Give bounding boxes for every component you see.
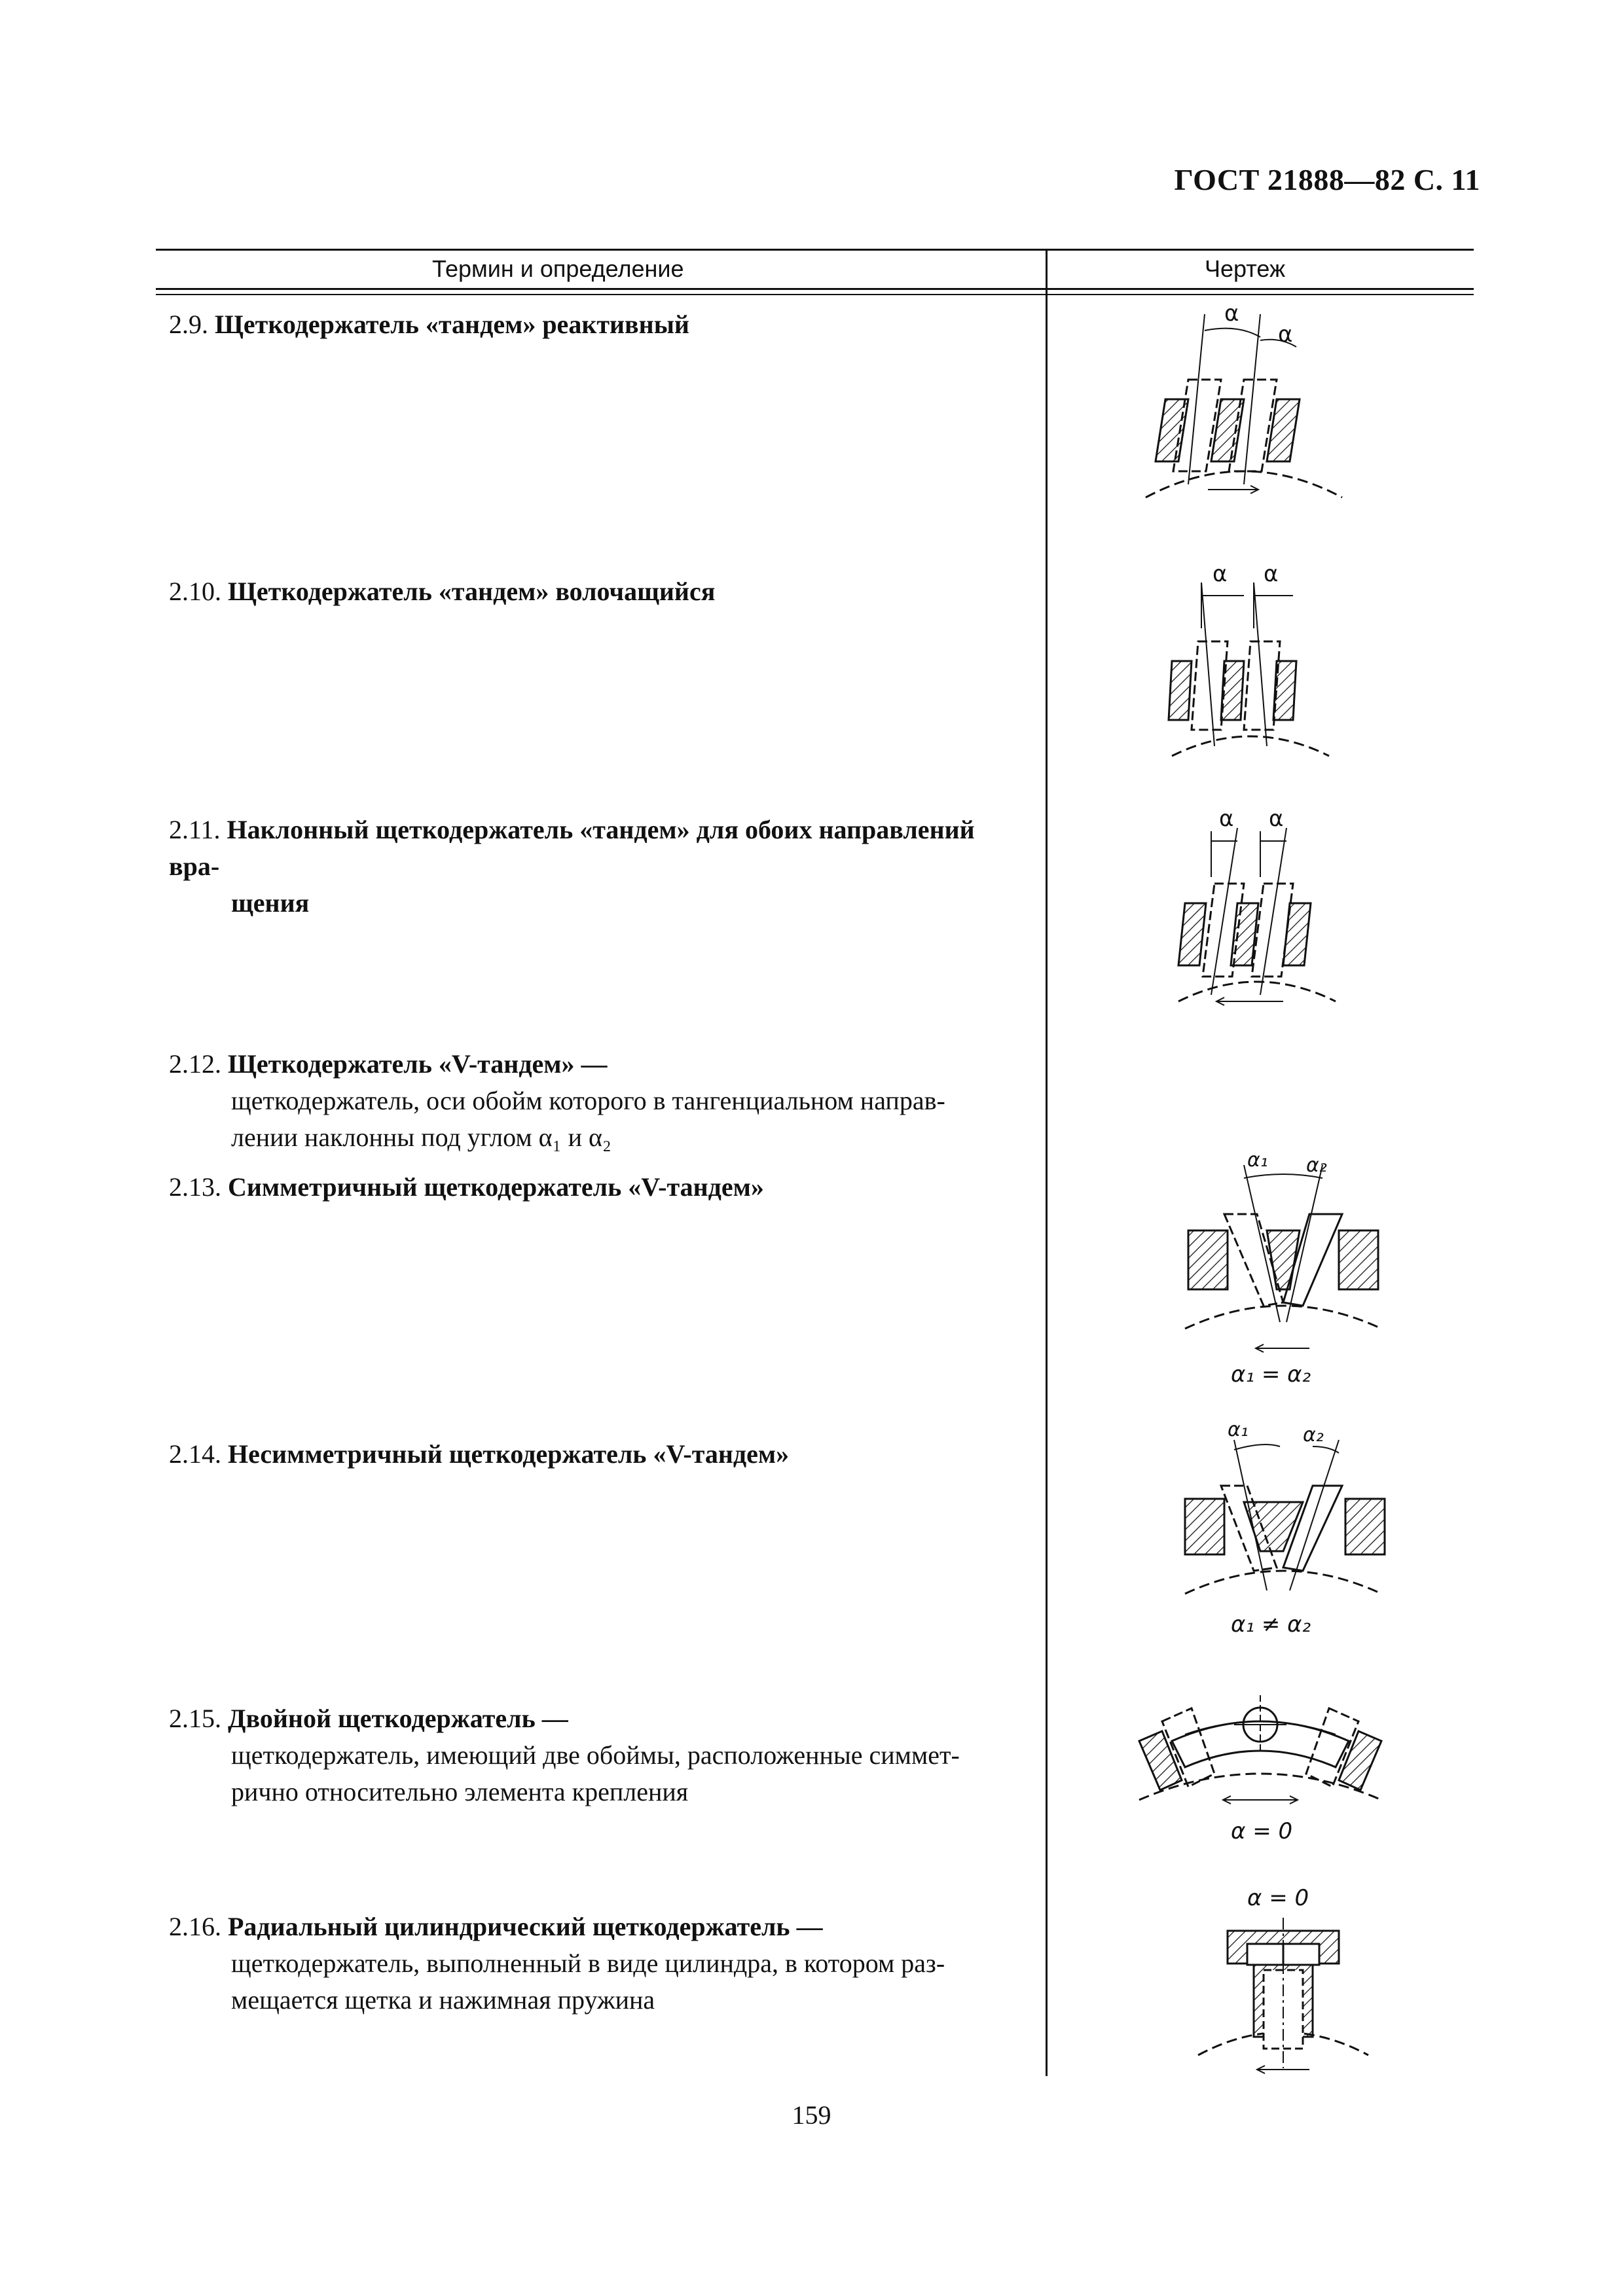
- angle-label: α: [1213, 561, 1228, 587]
- drawing-2-14: [1172, 1420, 1395, 1617]
- drawing-caption: α₁ ≠ α₂: [1231, 1611, 1311, 1638]
- column-header-drawing: Чертеж: [1205, 255, 1286, 282]
- drawing-2-11: [1159, 805, 1355, 1014]
- table-top-rule: [156, 249, 1474, 251]
- angle-label: α₂: [1306, 1154, 1327, 1177]
- entry-number: 2.16.: [169, 1912, 221, 1941]
- entry-number: 2.12.: [169, 1049, 221, 1079]
- table-header-rule-thin: [156, 294, 1474, 295]
- entry-term: Щеткодержатель «тандем» реактивный: [215, 310, 689, 339]
- entry-term-continued: щения: [231, 888, 310, 918]
- angle-label: α₁: [1247, 1152, 1268, 1172]
- drawing-2-9: [1133, 301, 1355, 511]
- entry-term: Двойной щеткодержатель —: [228, 1704, 568, 1733]
- entry-term: Наклонный щеткодержатель «тандем» для обоих направлений вра-: [169, 815, 975, 881]
- entry-definition: щеткодержатель, выполненный в виде цилиндра, в котором раз-: [231, 1948, 945, 1978]
- entry-definition-continued: мещается щетка и нажимная пружина: [231, 1985, 655, 2015]
- table-column-divider: [1046, 249, 1048, 2076]
- angle-label: α: [1278, 321, 1293, 348]
- column-header-term: Термин и определение: [432, 255, 684, 282]
- angle-label: α: [1219, 806, 1234, 832]
- entry-definition: щеткодержатель, оси обойм которого в тангенциальном направ-: [231, 1086, 945, 1115]
- drawing-caption: α₁ = α₂: [1231, 1361, 1311, 1388]
- entry-term: Радиальный цилиндрический щеткодержатель —: [228, 1912, 823, 1941]
- drawing-caption: α = 0: [1247, 1885, 1309, 1911]
- entry-2-10: [169, 573, 1027, 610]
- entry-term: Щеткодержатель «тандем» волочащийся: [228, 577, 716, 606]
- angle-label: α₁: [1228, 1420, 1249, 1441]
- drawing-caption: α = 0: [1231, 1818, 1293, 1844]
- entry-term: Симметричный щеткодержатель «V-тандем»: [228, 1172, 764, 1202]
- drawing-2-15: [1126, 1676, 1395, 1820]
- entry-2-16: [169, 1909, 1027, 2018]
- page-header: ГОСТ 21888—82 С. 11: [1174, 163, 1480, 196]
- entry-definition-continued: лении наклонны под углом α₁ и α₂: [231, 1122, 611, 1152]
- entry-2-9: [169, 306, 1027, 343]
- table-header-rule: [156, 288, 1474, 290]
- entry-2-11: [169, 812, 1027, 922]
- entry-definition-continued: рично относительно элемента крепления: [231, 1777, 689, 1806]
- entry-term: Несимметричный щеткодержатель «V-тандем»: [228, 1439, 790, 1469]
- angle-label: α: [1264, 561, 1279, 587]
- entry-number: 2.13.: [169, 1172, 221, 1202]
- entry-number: 2.10.: [169, 577, 221, 606]
- angle-label: α₂: [1303, 1424, 1324, 1446]
- angle-label: α: [1269, 806, 1284, 832]
- page-number: 159: [792, 2100, 831, 2130]
- entry-number: 2.14.: [169, 1439, 221, 1469]
- entry-2-15: [169, 1700, 1027, 1810]
- drawing-2-10: [1152, 556, 1349, 766]
- entry-term: Щеткодержатель «V-тандем» —: [228, 1049, 608, 1079]
- angle-label: α: [1224, 301, 1239, 327]
- drawing-2-13: [1172, 1152, 1395, 1361]
- entry-2-13: [169, 1169, 1027, 1206]
- entry-definition: щеткодержатель, имеющий две обоймы, расположенные симмет-: [231, 1740, 960, 1770]
- entry-number: 2.15.: [169, 1704, 221, 1733]
- entry-number: 2.11.: [169, 815, 221, 844]
- drawing-2-16: [1192, 1918, 1375, 2075]
- entry-2-14: [169, 1436, 1027, 1473]
- entry-number: 2.9.: [169, 310, 208, 339]
- entry-2-12: [169, 1046, 1027, 1156]
